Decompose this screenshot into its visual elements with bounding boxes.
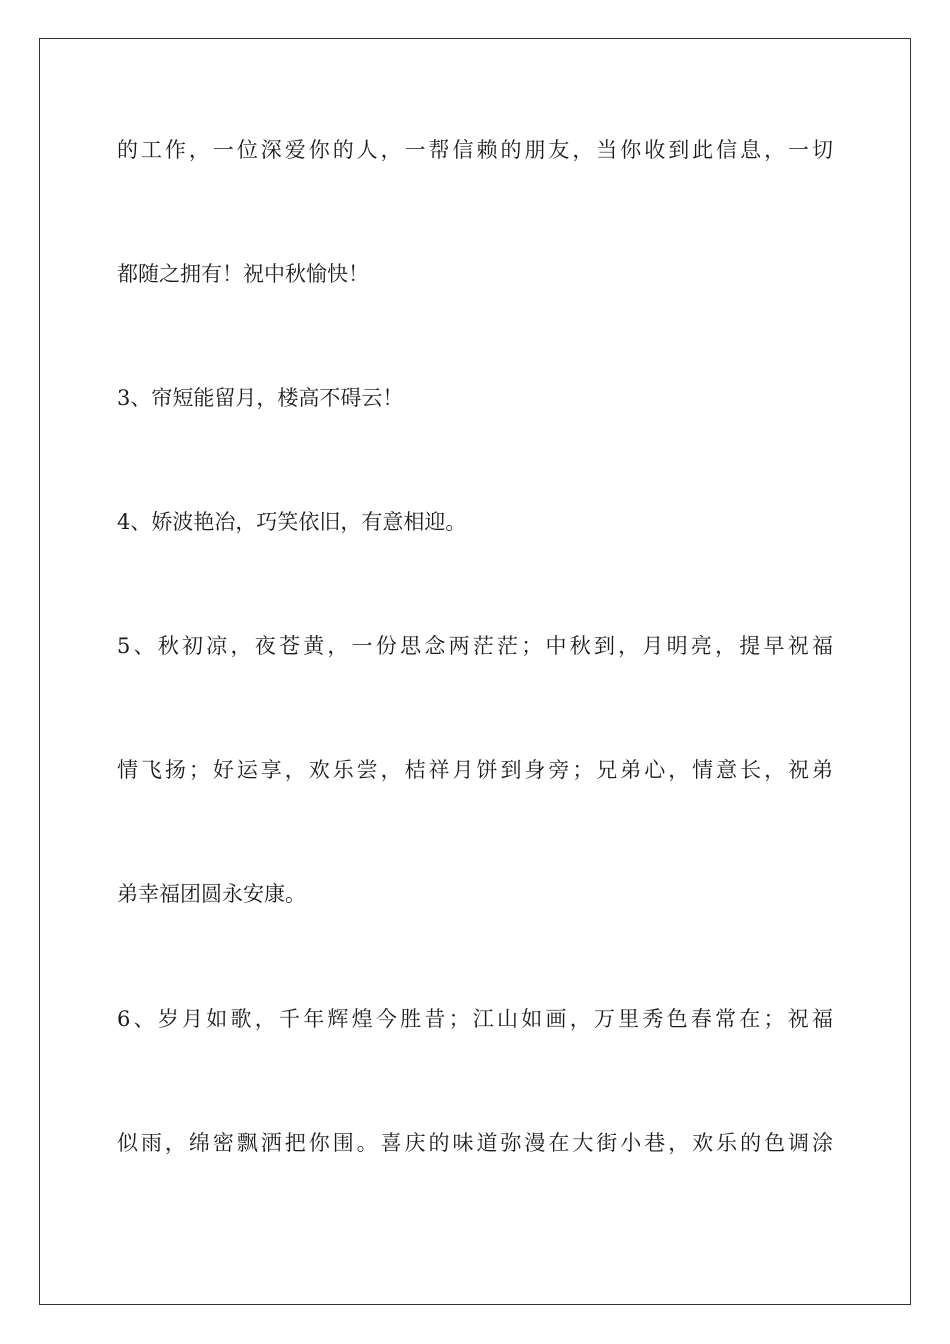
text-line-5: 5、秋初凉，夜苍黄，一份思念两茫茫；中秋到，月明亮，提早祝福 <box>117 634 833 658</box>
text-line-1: 的工作，一位深爱你的人，一帮信赖的朋友，当你收到此信息，一切 <box>117 138 833 162</box>
text-line-9: 似雨，绵密飘洒把你围。喜庆的味道弥漫在大街小巷，欢乐的色调涂 <box>117 1131 833 1155</box>
text-line-3: 3、帘短能留月，楼高不碍云！ <box>117 386 404 410</box>
text-line-4: 4、娇波艳冶，巧笑依旧，有意相迎。 <box>117 510 467 534</box>
text-line-6: 情飞扬；好运享，欢乐尝，桔祥月饼到身旁；兄弟心，情意长，祝弟 <box>117 758 833 782</box>
page-border <box>39 38 911 1305</box>
text-line-8: 6、岁月如歌，千年辉煌今胜昔；江山如画，万里秀色春常在；祝福 <box>117 1007 833 1031</box>
text-line-7: 弟幸福团圆永安康。 <box>117 882 306 906</box>
text-line-2: 都随之拥有！祝中秋愉快！ <box>117 262 369 286</box>
